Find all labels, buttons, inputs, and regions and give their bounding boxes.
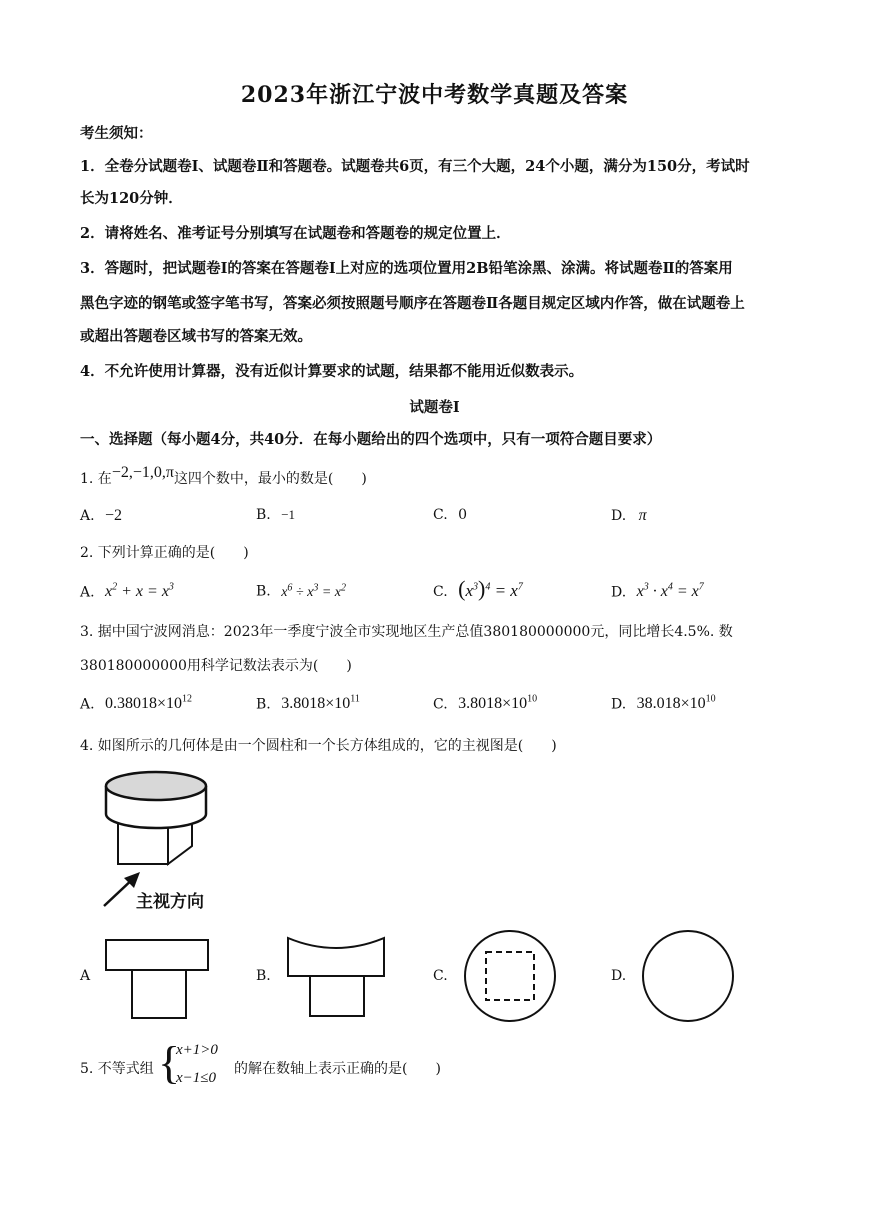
q2-option-b xyxy=(256,582,346,601)
view-direction-label: 主视方向 xyxy=(136,892,204,912)
option-label: C. xyxy=(433,507,448,523)
q1-prefix: 1. 在 xyxy=(80,471,112,487)
option-value: −2 xyxy=(105,507,123,524)
option-exponent: 10 xyxy=(705,694,716,705)
q3-option-d xyxy=(611,694,716,713)
option-exponent: 12 xyxy=(182,694,193,705)
q2-option-a xyxy=(80,582,174,601)
q1-option-d xyxy=(611,507,647,525)
system-brace: { xyxy=(158,1037,181,1088)
q4-option-d-figure xyxy=(640,928,736,1024)
inequality-2: x−1≤0 xyxy=(176,1070,217,1086)
q2-option-d xyxy=(611,582,704,601)
part-title: 试题卷Ⅰ xyxy=(409,399,460,416)
q1-option-b xyxy=(256,507,295,523)
option-label: A. xyxy=(80,696,95,713)
question-2: 2. 下列计算正确的是( ) xyxy=(80,545,249,561)
option-label: B. xyxy=(256,583,271,600)
q4-option-b-figure xyxy=(284,936,394,1020)
option-exponent: 10 xyxy=(527,694,538,705)
q1-option-c xyxy=(433,507,467,523)
notice-line-5: 黑色字迹的钢笔或签字笔书写，答案必须按照题号顺序在答题卷Ⅱ各题目规定区域内作答，做在试题卷上 xyxy=(80,295,745,312)
option-mantissa: 38.018×10 xyxy=(636,695,706,713)
q4-option-a-label: A xyxy=(80,968,91,984)
option-label: B. xyxy=(256,507,271,523)
option-label: B. xyxy=(256,696,271,713)
question-5-suffix: 的解在数轴上表示正确的是( ) xyxy=(234,1061,441,1077)
option-formula: $x^2 + x = x^3$ xyxy=(105,582,174,601)
option-formula: $(x^3)^4 = x^7$ xyxy=(458,576,523,601)
option-label: D. xyxy=(611,584,627,601)
q4-option-c-label: C. xyxy=(433,968,448,984)
option-formula: $x^6 \div x^3 = x^2$ xyxy=(281,582,346,600)
q4-option-a-figure xyxy=(104,938,214,1022)
q1-option-a xyxy=(80,507,122,525)
notice-line-1: 1．全卷分试题卷Ⅰ、试题卷Ⅱ和答题卷。试题卷共6页，有三个大题，24个小题，满分为150分，考试时 xyxy=(80,158,750,175)
option-label: A. xyxy=(80,584,95,601)
option-mantissa: 3.8018×10 xyxy=(281,695,351,713)
q1-suffix: 这四个数中，最小的数是( ) xyxy=(173,471,367,487)
question-3-line-1: 3. 据中国宁波网消息：2023年一季度宁波全市实现地区生产总值380180000000元，同比增长4.5%. 数 xyxy=(80,624,733,640)
option-mantissa: 0.38018×10 xyxy=(105,695,183,713)
q3-option-b xyxy=(256,694,360,713)
q1-numbers: −2,−1,0,π xyxy=(111,464,174,481)
question-3-line-2: 380180000000用科学记数法表示为( ) xyxy=(80,658,352,674)
option-label: D. xyxy=(611,508,627,524)
notice-line-7: 4．不允许使用计算器，没有近似计算要求的试题，结果都不能用近似数表示。 xyxy=(80,363,584,380)
q4-option-d-label: D. xyxy=(611,968,627,984)
page-title: 2023年浙江宁波中考数学真题及答案 xyxy=(240,82,629,108)
option-value: π xyxy=(638,507,647,524)
option-label: A. xyxy=(80,508,95,524)
notice-heading: 考生须知： xyxy=(80,125,153,142)
q3-option-a xyxy=(80,694,192,713)
notice-line-4: 3．答题时，把试题卷Ⅰ的答案在答题卷Ⅰ上对应的选项位置用2B铅笔涂黑、涂满。将试题卷Ⅱ的答案用 xyxy=(80,260,733,277)
option-label: C. xyxy=(433,696,448,713)
option-value: 0 xyxy=(458,507,468,523)
question-4: 4. 如图所示的几何体是由一个圆柱和一个长方体组成的，它的主视图是( ) xyxy=(80,738,557,754)
section-title: 一、选择题（每小题4分，共40分．在每小题给出的四个选项中，只有一项符合题目要求） xyxy=(80,431,662,448)
option-value: −1 xyxy=(281,507,296,522)
option-mantissa: 3.8018×10 xyxy=(458,695,528,713)
q2-option-c xyxy=(433,576,523,602)
question-5-prefix: 5. 不等式组 xyxy=(80,1061,154,1077)
notice-line-3: 2．请将姓名、准考证号分别填写在试题卷和答题卷的规定位置上． xyxy=(80,225,511,242)
notice-line-6: 或超出答题卷区域书写的答案无效。 xyxy=(80,328,312,345)
q4-option-b-label: B. xyxy=(256,968,271,984)
option-label: D. xyxy=(611,696,627,713)
inequality-1: x+1>0 xyxy=(176,1042,218,1058)
q4-option-c-figure xyxy=(462,928,558,1024)
notice-line-2: 长为120分钟． xyxy=(80,190,183,207)
option-label: C. xyxy=(433,584,448,600)
q3-option-c xyxy=(433,694,537,713)
option-formula: $x^3 \cdot x^4 = x^7$ xyxy=(636,582,704,601)
option-exponent: 11 xyxy=(350,694,360,705)
question-1 xyxy=(80,464,367,488)
